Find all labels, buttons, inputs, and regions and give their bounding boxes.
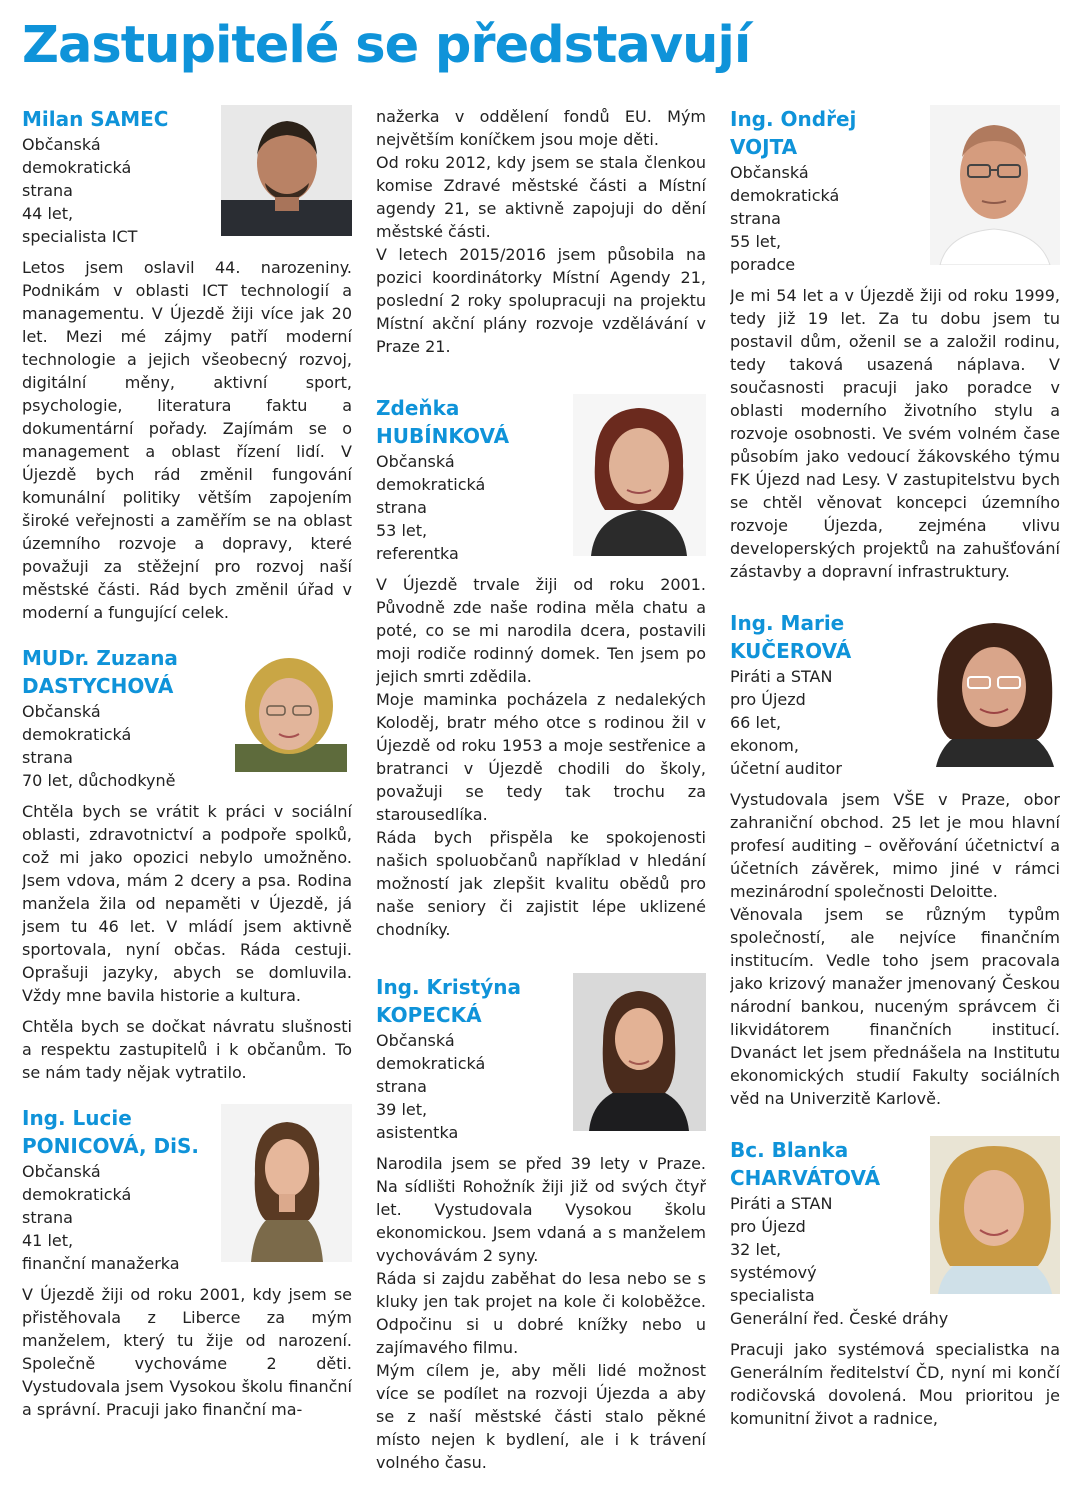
member-info: Občanská demokratická strana 70 let, důchodkyně	[22, 702, 176, 790]
member-info: Občanská demokratická strana 55 let, poradce	[730, 163, 840, 274]
member-bio: Je mi 54 let a v Újezdě žiji od roku 1999, tedy již 19 let. Za tu dobu jsem tu postavil dům, oženil se a založil rodinu, tedy taková usazená náplava. V současnosti pracuji jako poradce v oblasti moderního životního stylu a rozvoje osobnosti. Ve svém volném čase působím jako vedoucí žákovského týmu FK Újezd nad Lesy. V zastupitelstvu bych se chtěl věnovat koncepci územního rozvoje Újezda, zejména vlivu developerských projektů na zahušťování zástavby a dopravní infrastruktury.	[730, 286, 1060, 581]
member-name: Ing. Lucie PONICOVÁ, DiS.	[22, 1106, 199, 1158]
member-info: Občanská demokratická strana 39 let, asistentka	[376, 1031, 486, 1142]
column-3	[730, 105, 1060, 1450]
profile-kopecka	[376, 973, 706, 1474]
portrait-photo	[227, 644, 352, 772]
member-info: Piráti a STAN pro Újezd 32 let, systémový specialista Generální řed. České dráhy	[730, 1194, 949, 1328]
member-name: Milan SAMEC	[22, 107, 169, 131]
portrait-photo	[930, 1136, 1060, 1294]
member-info: Občanská demokratická strana 44 let, specialista ICT	[22, 135, 138, 246]
profile-vojta	[730, 105, 1060, 583]
member-name: Bc. Blanka CHARVÁTOVÁ	[730, 1138, 881, 1190]
member-name: MUDr. Zuzana DASTYCHOVÁ	[22, 646, 178, 698]
member-info: Občanská demokratická strana 53 let, referentka	[376, 452, 486, 563]
member-name: Ing. Ondřej VOJTA	[730, 107, 857, 159]
member-name: Ing. Marie KUČEROVÁ	[730, 611, 852, 663]
profile-samec	[22, 105, 352, 624]
member-bio: Letos jsem oslavil 44. narozeniny. Podnikám v oblasti ICT technologií a managementu. V Újezdě žiji více jak 20 let. Mezi mé zájmy patří moderní technologie a jejich všeobecný rozvoj, digitální měny, aktivní sport, psychologie, literatura faktu a dokumentární pořady. Zajímám se o management a oblast řízení lidí. V Újezdě bych rád změnil fungování komunální politiky větším zapojením široké veřejnosti a zaměřím se na oblast územního rozvoje a dopravy, které považuji za stěžejní pro rozvoj naší městské části. Rád bych změnil úřad v moderní a fungující celek.	[22, 258, 352, 622]
column-2	[376, 105, 706, 1494]
continued-bio: nažerka v oddělení fondů EU. Mým největším koníčkem jsou moje děti. Od roku 2012, kdy jsem se stala členkou komise Zdravé městské části a Místní agendy 21, se aktivně zapojuji do dění městské části. V letech 2015/2016 jsem působila na pozici koordinátorky Místní Agendy 21, poslední 2 roky spolupracuji na projektu Místní akční plány rozvoje vzdělávání v Praze 21.	[376, 107, 706, 356]
member-info: Občanská demokratická strana 41 let, finanční manažerka	[22, 1162, 180, 1273]
profile-dastychova	[22, 644, 352, 1084]
member-info: Piráti a STAN pro Újezd 66 let, ekonom, účetní auditor	[730, 667, 842, 778]
portrait-photo	[930, 609, 1060, 767]
portrait-photo	[573, 394, 706, 556]
profile-ponicova	[22, 1104, 352, 1421]
portrait-photo	[221, 1104, 352, 1262]
profile-charvatova	[730, 1136, 1060, 1430]
member-name: Zdeňka HUBÍNKOVÁ	[376, 396, 510, 448]
member-bio: Pracuji jako systémová specialistka na Generálním ředitelství ČD, nyní mi končí rodičovská dovolená. Mou prioritou je komunitní život a radnice,	[730, 1340, 1060, 1428]
portrait-photo	[930, 105, 1060, 265]
column-1	[22, 105, 352, 1441]
member-bio: Narodila jsem se před 39 lety v Praze. Na sídlišti Rohožník žiji již od svých čtyř let. Vystudovala Vysokou školu ekonomickou. Jsem vdaná a s manželem vychovávám 2 syny. Ráda si zajdu zaběhat do lesa nebo se s kluky jen tak projet na kole či koloběžce. Odpočinu si u dobré knížky nebo u zajímavého filmu. Mým cílem je, aby měli lidé možnost více se podílet na rozvoji Újezda a aby se z naší městské části stalo pěkné místo nejen k bydlení, ale i k trávení volného času.	[376, 1154, 706, 1472]
page-title: Zastupitelé se představují	[22, 16, 751, 75]
portrait-photo	[221, 105, 352, 236]
profile-kucerova	[730, 609, 1060, 1110]
profile-hubinkova	[376, 394, 706, 941]
member-name: Ing. Kristýna KOPECKÁ	[376, 975, 522, 1027]
member-bio: V Újezdě trvale žiji od roku 2001. Původně zde naše rodina měla chatu a poté, co se mi narodila dcera, postavili moji rodiče rodinný domek. Ten jsem po jejich smrti zdědila. Moje maminka pocházela z nedalekých Koloděj, bratr mého otce s rodinou žil v Újezdě od roku 1953 a moje sestřenice a bratranci v Újezdě chodili do školy, považuji se tedy tak trochu za starousedlíka. Ráda bych přispěla ke spokojenosti našich spoluobčanů například v hledání možností jak zlepšit kvalitu obědů pro naše seniory či zajistit lépe uklizené chodníky.	[376, 575, 706, 939]
member-bio: Chtěla bych se vrátit k práci v sociální oblasti, zdravotnictví a podpoře spolků, což mi jako opozici nebylo umožněno. Jsem vdova, mám 2 dcery a psa. Rodina manžela žila od nepaměti v Újezdě, já jsem tu 46 let. V mládí jsem aktivně sportovala, nyní občas. Ráda cestuji. Oprašuji jazyky, abych se domluvila. Vždy mne bavila historie a kultura. Chtěla bych se dočkat návratu slušnosti a respektu zastupitelů i k občanům. To se nám tady nějak vytratilo.	[22, 802, 352, 1082]
member-bio: Vystudovala jsem VŠE v Praze, obor zahraniční obchod. 25 let je mou hlavní profesí auditing – ověřování účetnictví a účetních závěrek, mimo jiné v rámci mezinárodní společnosti Deloitte. Věnovala jsem se různým typům společností, ale nejvíce finančním institucím. Vedle toho jsem pracovala jako krizový manažer jmenovaný Českou národní bankou, nuceným správcem či likvidátorem finančních institucí. Dvanáct let jsem přednášela na Institutu ekonomických studií Fakulty sociálních věd na Univerzitě Karlově.	[730, 790, 1060, 1108]
portrait-photo	[573, 973, 706, 1131]
member-bio: V Újezdě žiji od roku 2001, kdy jsem se přistěhovala z Liberce za mým manželem, který tu žije od narození. Společně vychováme 2 děti. Vystudovala jsem Vysokou školu finanční a správní. Pracuji jako finanční ma-	[22, 1285, 352, 1419]
